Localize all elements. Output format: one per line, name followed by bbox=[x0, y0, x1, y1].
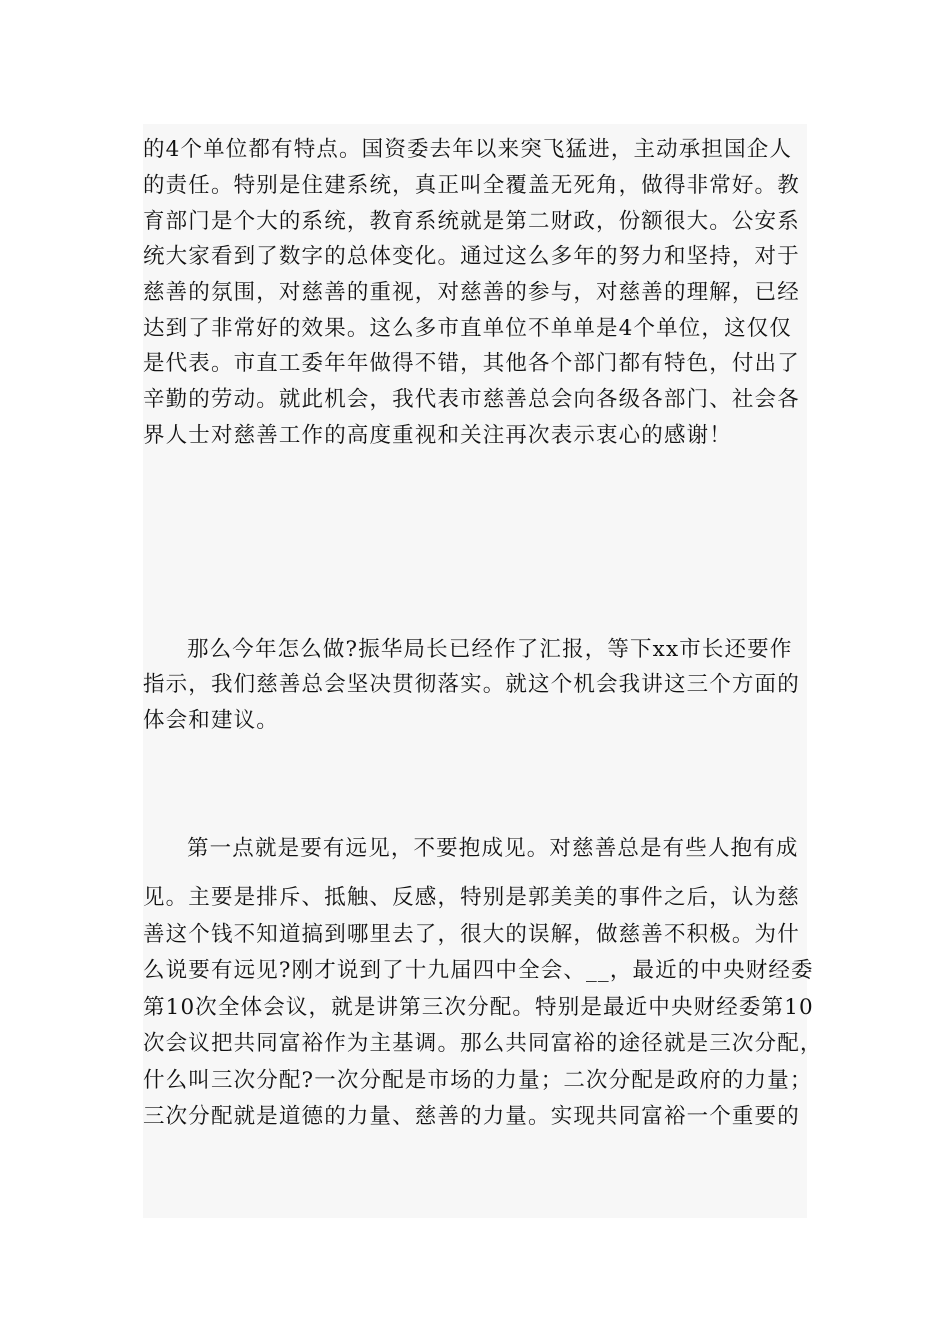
paragraph-1-line-6: 达到了非常好的效果。这么多市直单位不单单是4个单位，这仅仅 bbox=[143, 316, 793, 341]
paragraph-3-line-5: 第10次全体会议，就是讲第三次分配。特别是最近中央财经委第10 bbox=[143, 995, 814, 1020]
paragraph-1-line-7: 是代表。市直工委年年做得不错，其他各个部门都有特色，付出了 bbox=[143, 351, 800, 376]
paragraph-1-line-5: 慈善的氛围，对慈善的重视，对慈善的参与，对慈善的理解，已经 bbox=[143, 280, 800, 305]
paragraph-3-line-6: 次会议把共同富裕作为主基调。那么共同富裕的途径就是三次分配， bbox=[143, 1031, 823, 1056]
paragraph-3-line-4: 么说要有远见?刚才说到了十九届四中全会、__，最近的中央财经委 bbox=[143, 958, 814, 983]
paragraph-2-line-2: 指示，我们慈善总会坚决贯彻落实。就这个机会我讲这三个方面的 bbox=[143, 672, 800, 697]
paragraph-1-line-4: 统大家看到了数字的总体变化。通过这么多年的努力和坚持，对于 bbox=[143, 244, 800, 269]
paragraph-1-line-1: 的4个单位都有特点。国资委去年以来突飞猛进，主动承担国企人 bbox=[143, 137, 793, 162]
paragraph-1-line-3: 育部门是个大的系统，教育系统就是第二财政，份额很大。公安系 bbox=[143, 209, 800, 234]
paragraph-3-line-3: 善这个钱不知道搞到哪里去了，很大的误解，做慈善不积极。为什 bbox=[143, 922, 800, 947]
paragraph-1-line-2: 的责任。特别是住建系统，真正叫全覆盖无死角，做得非常好。教 bbox=[143, 173, 800, 198]
paragraph-3-line-7: 什么叫三次分配?一次分配是市场的力量；二次分配是政府的力量； bbox=[143, 1068, 813, 1093]
paragraph-3-line-1: 第一点就是要有远见，不要抱成见。对慈善总是有些人抱有成 bbox=[187, 836, 799, 861]
paragraph-2-line-1: 那么今年怎么做?振华局长已经作了汇报，等下xx市长还要作 bbox=[187, 637, 793, 662]
paragraph-3-line-2: 见。主要是排斥、抵触、反感，特别是郭美美的事件之后，认为慈 bbox=[143, 885, 800, 910]
document-text-block bbox=[143, 124, 823, 1218]
paragraph-3-line-8: 三次分配就是道德的力量、慈善的力量。实现共同富裕一个重要的 bbox=[143, 1104, 800, 1129]
paragraph-1-line-9: 界人士对慈善工作的高度重视和关注再次表示衷心的感谢！ bbox=[143, 423, 732, 448]
paragraph-2-line-3: 体会和建议。 bbox=[143, 708, 279, 733]
paragraph-1-line-8: 辛勤的劳动。就此机会，我代表市慈善总会向各级各部门、社会各 bbox=[143, 387, 800, 412]
